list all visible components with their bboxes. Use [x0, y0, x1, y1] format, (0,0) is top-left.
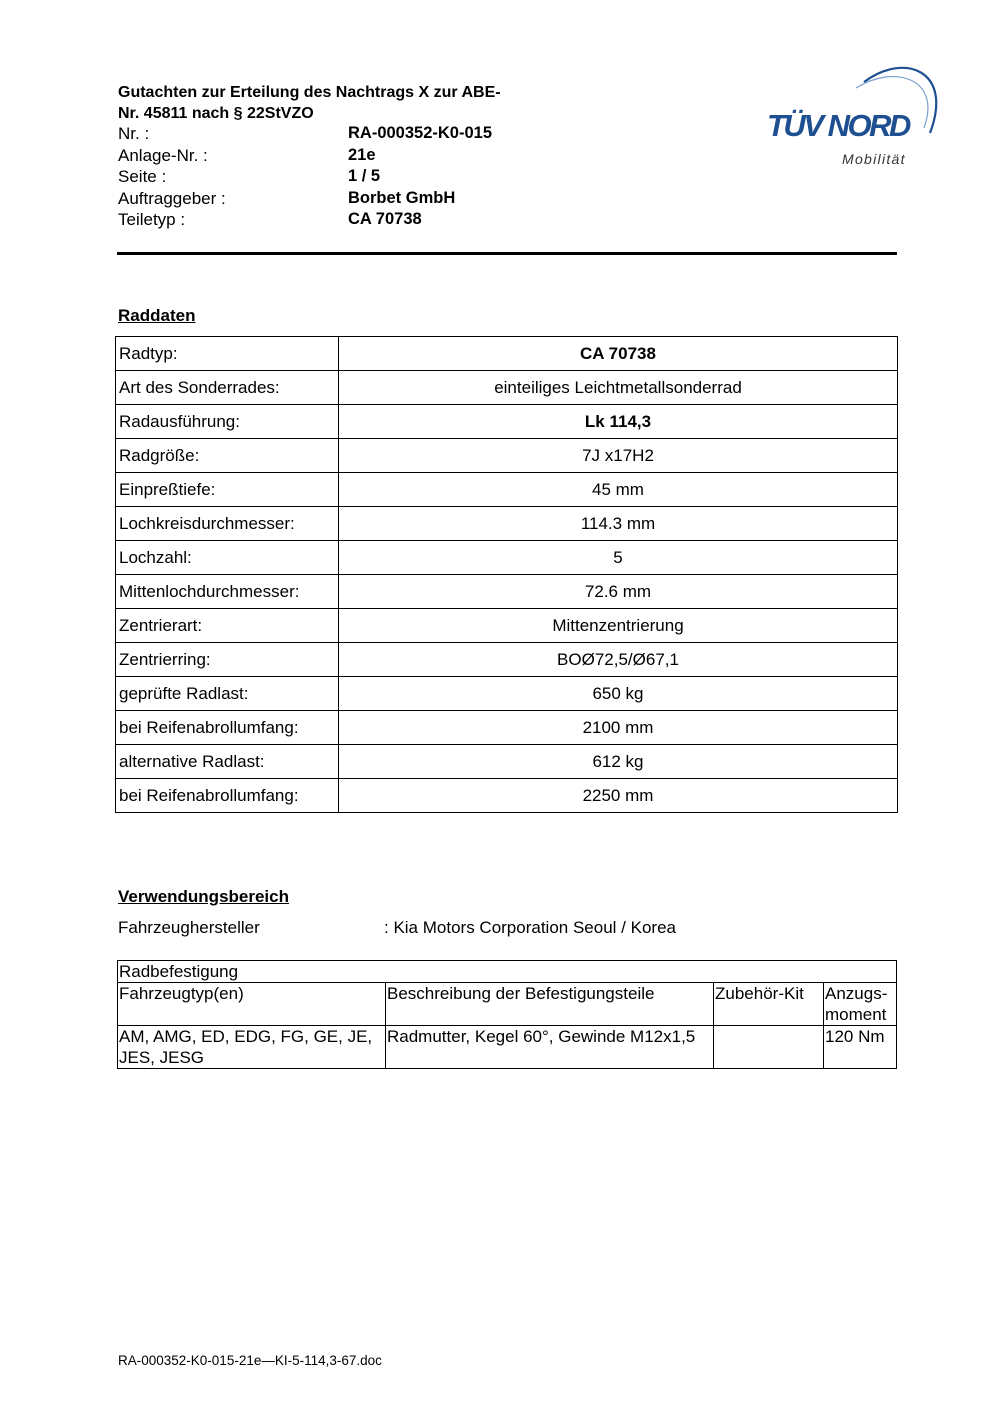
- table-caption-row: [118, 961, 897, 983]
- meta-value: 21e: [348, 145, 376, 164]
- table-caption: Radbefestigung: [118, 961, 897, 983]
- table-cell: 120 Nm: [824, 1026, 897, 1069]
- row-value: 45 mm: [339, 473, 898, 507]
- row-label: Radtyp:: [116, 337, 339, 371]
- meta-value: 1 / 5: [348, 167, 381, 186]
- row-value: Mittenzentrierung: [339, 609, 898, 643]
- row-label: bei Reifenabrollumfang:: [116, 779, 339, 813]
- meta-label: Anlage-Nr. :: [118, 145, 208, 165]
- row-value: CA 70738: [339, 337, 898, 371]
- header-divider: [117, 252, 897, 255]
- row-label: Art des Sonderrades:: [116, 371, 339, 405]
- footer-filename: RA-000352-K0-015-21e—KI-5-114,3-67.doc: [118, 1353, 382, 1368]
- row-value: 7J x17H2: [339, 439, 898, 473]
- table-row: [116, 677, 898, 711]
- table-cell: AM, AMG, ED, EDG, FG, GE, JE, JES, JESG: [118, 1026, 386, 1069]
- row-value: einteiliges Leichtmetallsonderrad: [339, 371, 898, 405]
- table-cell: [714, 1026, 824, 1069]
- logo-wordmark: TÜV NORD: [767, 108, 909, 143]
- row-label: Zentrierart:: [116, 609, 339, 643]
- column-header: Anzugs- moment: [824, 983, 897, 1026]
- row-label: geprüfte Radlast:: [116, 677, 339, 711]
- row-value: 5: [339, 541, 898, 575]
- table-row: [116, 473, 898, 507]
- column-header: Beschreibung der Befestigungsteile: [386, 983, 714, 1026]
- row-label: Zentrierring:: [116, 643, 339, 677]
- meta-value: CA 70738: [348, 210, 422, 229]
- meta-value: RA-000352-K0-015: [348, 124, 492, 142]
- row-label: Lochkreisdurchmesser:: [116, 507, 339, 541]
- logo-subtitle: Mobilität: [842, 151, 906, 167]
- table-row: [116, 745, 898, 779]
- tuev-nord-logo: [764, 58, 944, 173]
- meta-label: Teiletyp :: [118, 210, 186, 230]
- table-row: [116, 779, 898, 813]
- row-value: 650 kg: [339, 677, 898, 711]
- meta-label: Nr. :: [118, 124, 150, 143]
- row-label: alternative Radlast:: [116, 745, 339, 779]
- row-value: BOØ72,5/Ø67,1: [339, 643, 898, 677]
- row-value: Lk 114,3: [339, 405, 898, 439]
- table-row: [116, 541, 898, 575]
- meta-value: Borbet GmbH: [348, 188, 456, 207]
- row-label: Mittenlochdurchmesser:: [116, 575, 339, 609]
- table-row: [116, 711, 898, 745]
- table-row: [116, 405, 898, 439]
- row-label: Radausführung:: [116, 405, 339, 439]
- row-value: 114.3 mm: [339, 507, 898, 541]
- row-value: 612 kg: [339, 745, 898, 779]
- document-title: [118, 82, 501, 124]
- table-row: [116, 609, 898, 643]
- table-row: [118, 1026, 897, 1069]
- meta-label: Auftraggeber :: [118, 188, 226, 208]
- raddaten-table: [115, 336, 898, 813]
- verwendungsbereich-heading: Verwendungsbereich: [118, 887, 289, 906]
- table-row: [116, 337, 898, 371]
- meta-label: Seite :: [118, 167, 167, 187]
- row-label: Radgröße:: [116, 439, 339, 473]
- table-cell: Radmutter, Kegel 60°, Gewinde M12x1,5: [386, 1026, 714, 1069]
- row-value: 2100 mm: [339, 711, 898, 745]
- table-row: [116, 371, 898, 405]
- row-label: bei Reifenabrollumfang:: [116, 711, 339, 745]
- title-line-2: Nr. 45811 nach § 22StVZO: [118, 105, 314, 122]
- row-label: Lochzahl:: [116, 541, 339, 575]
- row-label: Einpreßtiefe:: [116, 473, 339, 507]
- title-line-1: Gutachten zur Erteilung des Nachtrags X zur ABE-: [118, 84, 501, 101]
- table-header-row: [118, 983, 897, 1026]
- column-header: Zubehör-Kit: [714, 983, 824, 1026]
- radbefestigung-table: [117, 960, 897, 1069]
- fahrzeughersteller-label: Fahrzeughersteller: [118, 918, 260, 937]
- raddaten-heading: Raddaten: [118, 306, 196, 325]
- table-row: [116, 507, 898, 541]
- row-value: 72.6 mm: [339, 575, 898, 609]
- table-row: [116, 575, 898, 609]
- table-row: [116, 643, 898, 677]
- fahrzeughersteller-value: : Kia Motors Corporation Seoul / Korea: [384, 918, 676, 937]
- column-header: Fahrzeugtyp(en): [118, 983, 386, 1026]
- table-row: [116, 439, 898, 473]
- row-value: 2250 mm: [339, 779, 898, 813]
